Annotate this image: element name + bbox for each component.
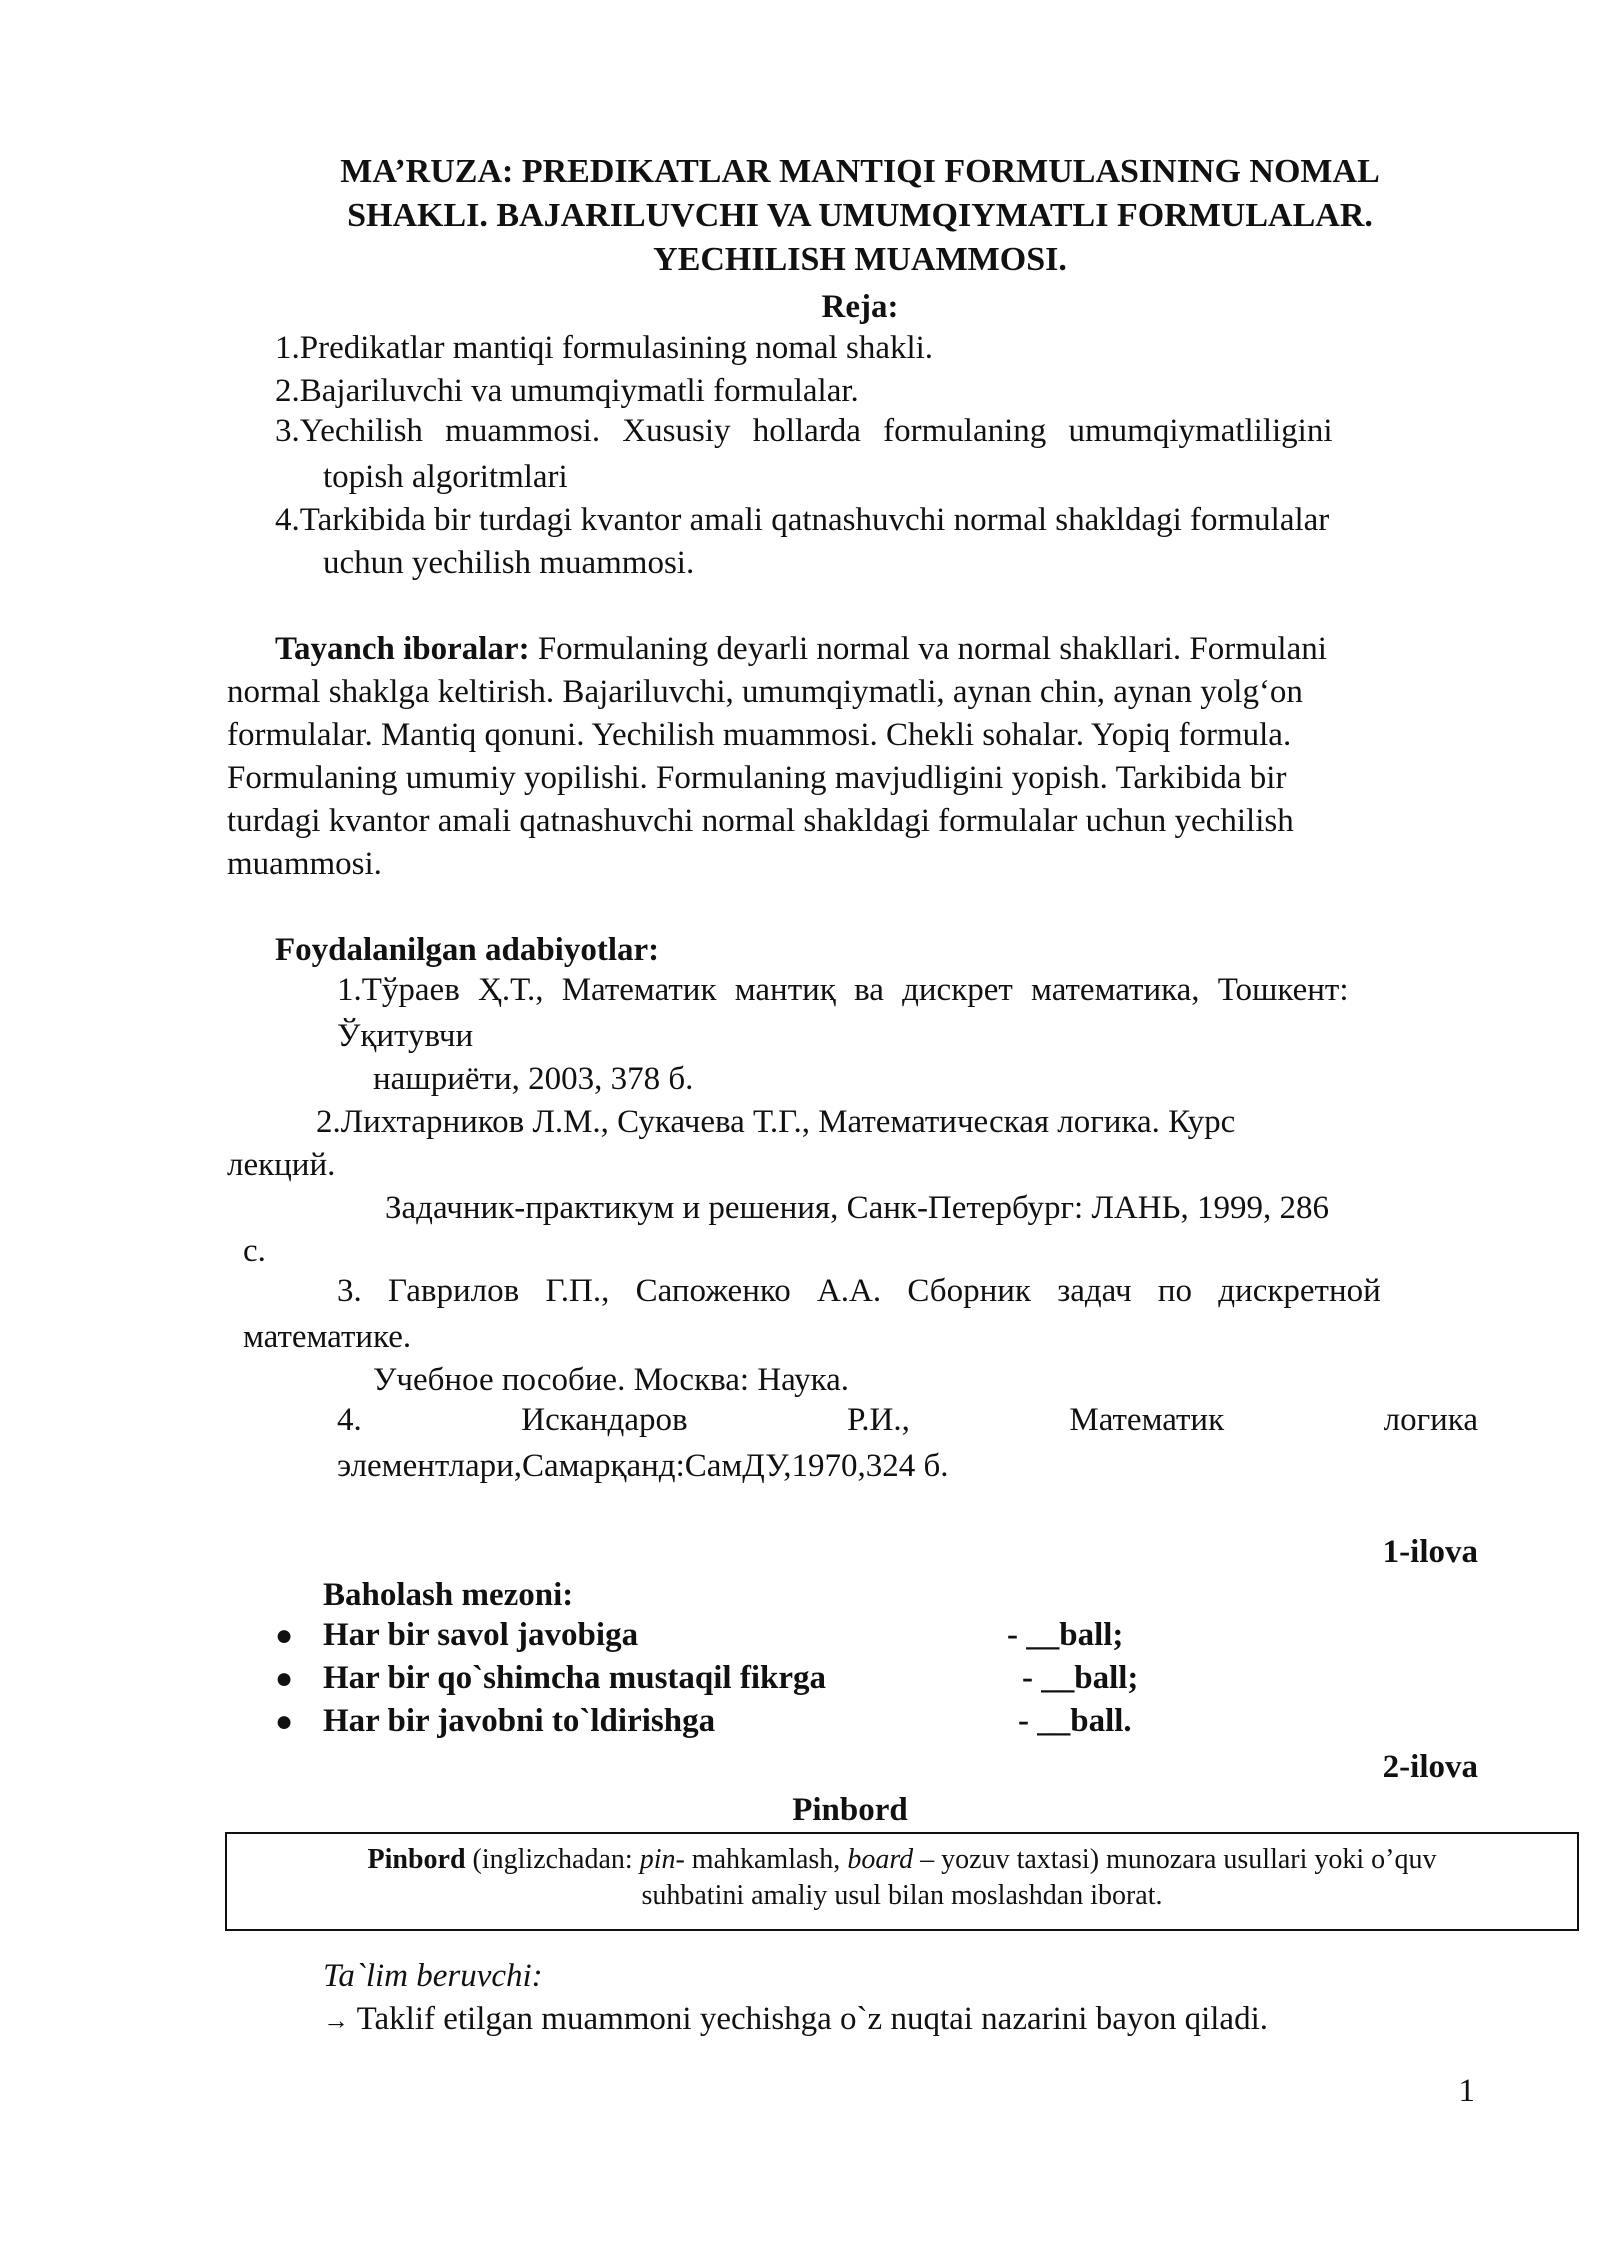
ref-1-text: 1.Тўраев Ҳ.Т., Математик мантиқ ва дискрет математика, Тошкент: <box>337 972 1349 1008</box>
keywords-label: Tayanch iboralar: <box>275 631 530 667</box>
plan-item-1: 1.Predikatlar mantiqi formulasining nomal shakli. <box>275 330 934 366</box>
ref-4-word-3: Р.И., <box>847 1402 910 1438</box>
pinbord-definition-box <box>225 1832 1579 1931</box>
keywords-line-5: turdagi kvantor amali qatnashuvchi normal shakldagi formulalar uchun yechilish <box>227 803 1294 839</box>
teacher-action <box>323 1998 1268 2042</box>
ref-4-line-2: элементлари,Самарқанд:СамДУ,1970,324 б. <box>337 1448 949 1484</box>
ref-4-word-4: Математик <box>1069 1402 1225 1438</box>
ref-3-text: 3. Гаврилов Г.П., Сапоженко А.А. Сборник задач по дискретной <box>337 1273 1381 1309</box>
arrow-right-icon: → <box>323 2006 349 2035</box>
ref-2-line-1: 2.Лихтарников Л.М., Сукачева Т.Г., Математическая логика. Курс <box>316 1104 1236 1140</box>
lecture-title <box>260 150 1460 282</box>
criteria-score: - __ball. <box>1018 1703 1132 1739</box>
pinbord-text-1: (inglizchadan: <box>465 1844 640 1875</box>
title-line-2: SHAKLI. BAJARILUVCHI VA UMUMQIYMATLI FORMULALAR. <box>347 197 1373 234</box>
page-number: 1 <box>1458 2073 1475 2109</box>
appendix-1-label: 1-ilova <box>1382 1534 1478 1570</box>
plan-item-3-text: 3.Yechilish muammosi. Xususiy hollarda formulaning umumqiymatliligini <box>275 413 1333 449</box>
ref-2-line-4: с. <box>243 1233 266 1269</box>
plan-item-3-cont: topish algoritmlari <box>323 459 568 495</box>
teacher-action-text: Taklif etilgan muammoni yechishga o`z nuqtai nazarini bayon qiladi. <box>349 2001 1268 2037</box>
keywords-line-6: muammosi. <box>227 846 382 882</box>
ref-2-line-2: лекций. <box>227 1147 336 1183</box>
ref-1-line-3: нашриёти, 2003, 378 б. <box>373 1061 694 1097</box>
pinbord-text-2: - mahkamlash, <box>675 1844 848 1875</box>
plan-heading: Reja: <box>821 289 899 325</box>
pin-word: pin <box>639 1844 676 1875</box>
title-line-3: YECHILISH MUAMMOSI. <box>653 241 1067 278</box>
pinbord-term: Pinbord <box>367 1844 466 1875</box>
keywords-text-1: Formulaning deyarli normal va normal shakllari. Formulani <box>529 631 1327 667</box>
ref-3-line-2: математике. <box>243 1319 412 1355</box>
appendix-2-label: 2-ilova <box>1382 1749 1478 1785</box>
keywords-line-3: formulalar. Mantiq qonuni. Yechilish muammosi. Chekli sohalar. Yopiq formula. <box>227 717 1292 753</box>
ref-4-word-5: логика <box>1383 1402 1478 1438</box>
plan-item-4-cont: uchun yechilish muammosi. <box>323 545 695 581</box>
ref-1-line-2: Ўқитувчи <box>337 1018 474 1054</box>
ref-2-line-3: Задачник-практикум и решения, Санк-Петербург: ЛАНЬ, 1999, 286 <box>385 1190 1329 1226</box>
ref-4-word-2: Искандаров <box>521 1402 688 1438</box>
teacher-label: Ta`lim beruvchi: <box>323 1958 543 1994</box>
ref-3-line-3: Учебное пособие. Москва: Наука. <box>373 1362 850 1398</box>
keywords-line-1 <box>275 628 1327 671</box>
pinbord-definition-line-1 <box>227 1842 1577 1878</box>
criteria-text: Har bir savol javobiga <box>323 1617 639 1653</box>
pinbord-definition-line-2: suhbatini amaliy usul bilan moslashdan iborat. <box>641 1880 1163 1911</box>
keywords-line-4: Formulaning umumiy yopilishi. Formulaning mavjudligini yopish. Tarkibida bir <box>227 760 1287 796</box>
plan-item-3 <box>275 413 1478 450</box>
pinbord-text-3: – yozuv taxtasi) munozara usullari yoki o’quv <box>913 1844 1437 1875</box>
criteria-text: Har bir javobni to`ldirishga <box>323 1703 716 1739</box>
ref-1-line-1 <box>337 972 1478 1009</box>
literature-heading: Foydalanilgan adabiyotlar: <box>275 932 660 968</box>
keywords-line-2: normal shaklga keltirish. Bajariluvchi, umumqiymatli, aynan chin, aynan yolg‘on <box>227 674 1303 710</box>
ref-3-line-1 <box>337 1273 1478 1310</box>
plan-item-2: 2.Bajariluvchi va umumqiymatli formulalar. <box>275 373 859 409</box>
ref-4-word-1: 4. <box>337 1402 362 1438</box>
title-line-1: MA’RUZA: PREDIKATLAR MANTIQI FORMULASINING NOMAL <box>340 153 1380 190</box>
board-word: board <box>847 1844 914 1875</box>
pinbord-heading: Pinbord <box>792 1792 908 1828</box>
bullet-icon: ● <box>275 1705 294 1738</box>
bullet-icon: ● <box>275 1662 294 1695</box>
bullet-icon: ● <box>275 1619 294 1652</box>
criteria-heading: Baholash mezoni: <box>323 1577 574 1613</box>
ref-4-line-1 <box>337 1402 1478 1439</box>
criteria-score: - __ball; <box>1007 1617 1124 1653</box>
plan-item-4: 4.Tarkibida bir turdagi kvantor amali qatnashuvchi normal shakldagi formulalar <box>275 502 1330 538</box>
criteria-text: Har bir qo`shimcha mustaqil fikrga <box>323 1660 827 1696</box>
criteria-score: - __ball; <box>1022 1660 1139 1696</box>
